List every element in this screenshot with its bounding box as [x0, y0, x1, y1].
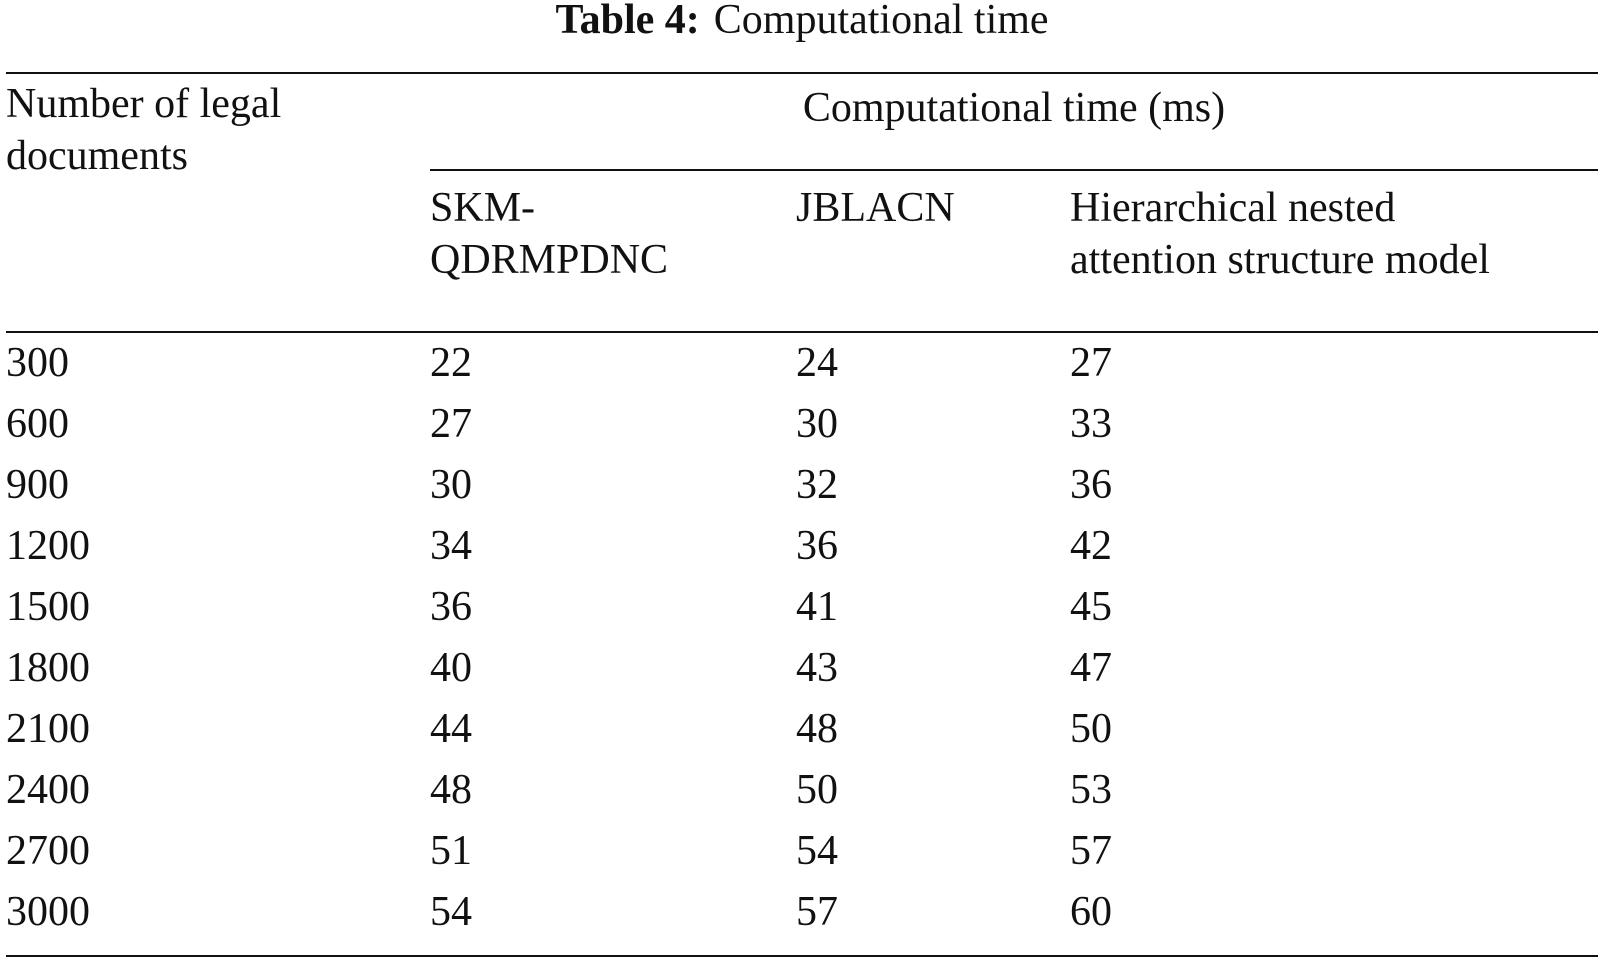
table-bottom-rule [6, 955, 1598, 957]
table-row [0, 459, 1604, 520]
cell-skm: 22 [430, 340, 472, 386]
cell-skm: 40 [430, 645, 472, 691]
row-header [6, 78, 281, 182]
table-row [0, 642, 1604, 703]
cell-documents: 300 [6, 340, 69, 386]
cell-skm: 54 [430, 889, 472, 935]
table-caption [0, 0, 1604, 44]
table-top-rule [6, 72, 1598, 74]
cell-hierarchical: 45 [1070, 584, 1112, 630]
cell-skm: 27 [430, 401, 472, 447]
table-caption-label: Table 4: [555, 0, 700, 43]
cell-jblacn: 24 [796, 340, 838, 386]
table-row [0, 764, 1604, 825]
table-row [0, 398, 1604, 459]
group-header: Computational time (ms) [802, 85, 1226, 131]
cell-jblacn: 36 [796, 523, 838, 569]
cell-jblacn: 54 [796, 828, 838, 874]
group-header-rule [430, 169, 1598, 171]
cell-skm: 34 [430, 523, 472, 569]
header-bottom-rule [6, 331, 1598, 333]
cell-documents: 2700 [6, 828, 90, 874]
row-header-line: Number of legal [6, 81, 282, 127]
table-caption-title: Computational time [713, 0, 1049, 43]
cell-skm: 51 [430, 828, 472, 874]
cell-jblacn: 32 [796, 462, 838, 508]
table-row [0, 825, 1604, 886]
cell-documents: 1800 [6, 645, 90, 691]
column-header-skm [430, 182, 668, 286]
cell-jblacn: 43 [796, 645, 838, 691]
column-header-jblacn [796, 182, 955, 234]
table-row [0, 703, 1604, 764]
cell-hierarchical: 57 [1070, 828, 1112, 874]
table-row [0, 886, 1604, 947]
cell-skm: 48 [430, 767, 472, 813]
column-header-line: attention structure model [1070, 237, 1490, 283]
row-header-line: documents [6, 133, 188, 179]
column-header-hierarchical [1070, 182, 1490, 286]
cell-documents: 900 [6, 462, 69, 508]
cell-documents: 600 [6, 401, 69, 447]
column-header-line: QDRMPDNC [430, 237, 669, 283]
cell-jblacn: 57 [796, 889, 838, 935]
table-row [0, 520, 1604, 581]
cell-documents: 2100 [6, 706, 90, 752]
cell-jblacn: 50 [796, 767, 838, 813]
cell-jblacn: 48 [796, 706, 838, 752]
column-header-line: SKM- [430, 185, 536, 231]
cell-jblacn: 41 [796, 584, 838, 630]
cell-hierarchical: 50 [1070, 706, 1112, 752]
cell-documents: 3000 [6, 889, 90, 935]
cell-hierarchical: 36 [1070, 462, 1112, 508]
cell-hierarchical: 47 [1070, 645, 1112, 691]
cell-hierarchical: 53 [1070, 767, 1112, 813]
cell-hierarchical: 60 [1070, 889, 1112, 935]
cell-documents: 1200 [6, 523, 90, 569]
cell-skm: 44 [430, 706, 472, 752]
cell-hierarchical: 27 [1070, 340, 1112, 386]
table-row [0, 581, 1604, 642]
cell-hierarchical: 42 [1070, 523, 1112, 569]
cell-skm: 36 [430, 584, 472, 630]
cell-documents: 2400 [6, 767, 90, 813]
cell-documents: 1500 [6, 584, 90, 630]
cell-jblacn: 30 [796, 401, 838, 447]
cell-hierarchical: 33 [1070, 401, 1112, 447]
table-row [0, 337, 1604, 398]
column-header-line: Hierarchical nested [1070, 185, 1396, 231]
column-header-line: JBLACN [796, 185, 955, 231]
cell-skm: 30 [430, 462, 472, 508]
